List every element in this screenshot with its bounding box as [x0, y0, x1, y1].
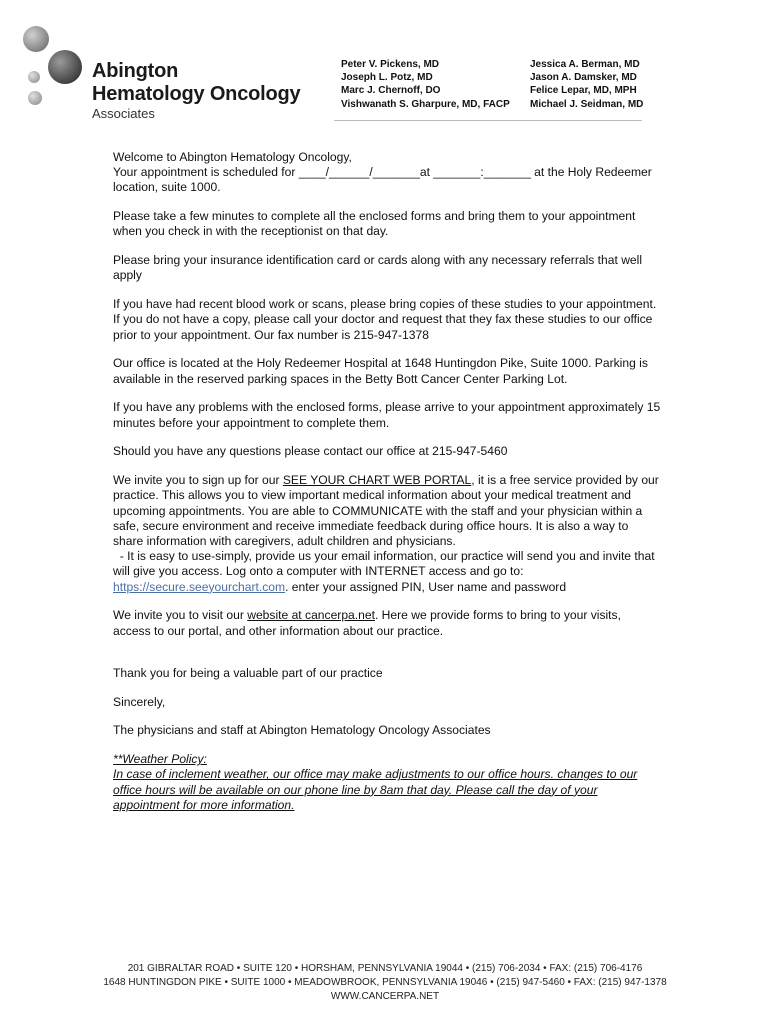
logo-line-2: Hematology Oncology	[92, 83, 301, 105]
website-description: . Here we provide forms to bring to your visits, access to our portal, and other information about our practice.	[113, 608, 621, 638]
weather-policy	[113, 752, 661, 813]
logo-line-3: Associates	[92, 106, 155, 121]
welcome-paragraph	[113, 150, 661, 196]
location-paragraph: Our office is located at the Holy Redeemer Hospital at 1648 Huntingdon Pike, Suite 1000. Parking is available in the reserved parking spaces in the Betty Bott Cancer Center Parking Lot.	[113, 356, 648, 386]
insurance-paragraph: Please bring your insurance identification card or cards along with any necessary referrals that well apply	[113, 253, 643, 283]
bloodwork-paragraph: If you have had recent blood work or scans, please bring copies of these studies to your appointment. If you do not have a copy, please call your doctor and request that they fax these studies to our office prior to your appointment. Our fax number is 215-947-1378	[113, 297, 657, 342]
letter-body	[113, 150, 661, 827]
physician-name: Jessica A. Berman, MD	[530, 59, 640, 70]
physician-name: Peter V. Pickens, MD	[341, 59, 440, 70]
header-divider	[334, 120, 642, 121]
weather-policy-body: In case of inclement weather, our office may make adjustments to our office hours. changes to our office hours will be available on our phone line by 8am that day. Please call the day of your appointment for more information.	[113, 767, 638, 812]
weather-policy-title: **Weather Policy:	[113, 752, 207, 767]
physician-name: Joseph L. Potz, MD	[341, 72, 433, 84]
footer-website: WWW.CANCERPA.NET	[330, 991, 440, 1003]
portal-description: , it is a free service provided by our practice. This allows you to view important medical information about your medical treatment and upcoming appointments. You are able to COMMUNICATE with the staff and your physician within a safe, secure environment and receive immediate feedback during office hours. It is also a way to share information with caregivers, adult children and physicians.	[113, 473, 659, 549]
forms-paragraph: Please take a few minutes to complete all the enclosed forms and bring them to your appointment when you check in with the receptionist on that day.	[113, 209, 636, 239]
problems-paragraph: If you have any problems with the enclosed forms, please arrive to your appointment approximately 15 minutes before your appointment to complete them.	[113, 400, 661, 430]
appointment-line: Your appointment is scheduled for ____/______/_______at _______:_______ at the Holy Redeemer location, suite 1000.	[113, 165, 652, 195]
physician-name: Jason A. Damsker, MD	[530, 72, 637, 84]
portal-intro: We invite you to sign up for our	[113, 473, 283, 488]
website-intro: We invite you to visit our	[113, 608, 248, 623]
portal-paragraph	[113, 473, 661, 595]
welcome-line: Welcome to Abington Hematology Oncology,	[113, 150, 352, 164]
signature-line: The physicians and staff at Abington Hematology Oncology Associates	[113, 723, 491, 738]
practice-logo-icon	[22, 20, 82, 110]
physician-name: Vishwanath S. Gharpure, MD, FACP	[341, 98, 510, 110]
portal-end: . enter your assigned PIN, User name and password	[285, 579, 567, 594]
portal-url-link[interactable]: https://secure.seeyourchart.com	[113, 579, 286, 594]
questions-paragraph: Should you have any questions please contact our office at 215-947-5460	[113, 444, 508, 459]
footer-addresses	[0, 962, 770, 1005]
website-paragraph	[113, 608, 661, 638]
physician-list-left	[341, 58, 510, 111]
sincerely-line: Sincerely,	[113, 694, 166, 709]
practice-name	[92, 60, 300, 122]
footer-meadowbrook-address: 1648 HUNTINGDON PIKE • SUITE 1000 • MEADOWBROOK, PENNSYLVANIA 19046 • (215) 947-5460 • FAX: (215) 947-1378	[103, 977, 667, 989]
logo-line-1: Abington	[92, 60, 179, 82]
physician-name: Felice Lepar, MD, MPH	[530, 85, 637, 97]
website-link[interactable]: website at cancerpa.net	[247, 608, 375, 623]
portal-link[interactable]: SEE YOUR CHART WEB PORTAL	[282, 473, 472, 488]
thanks-paragraph: Thank you for being a valuable part of our practice	[113, 665, 383, 680]
physician-list-right	[530, 58, 643, 111]
footer-horsham-address: 201 GIBRALTAR ROAD • SUITE 120 • HORSHAM, PENNSYLVANIA 19044 • (215) 706-2034 • FAX: (215) 706-4176	[127, 963, 643, 974]
physician-name: Michael J. Seidman, MD	[530, 98, 644, 110]
portal-steps: - It is easy to use-simply, provide us your email information, our practice will send you and invite that will give you access. Log onto a computer with INTERNET access and go to:	[113, 549, 655, 579]
physician-name: Marc J. Chernoff, DO	[341, 85, 441, 97]
